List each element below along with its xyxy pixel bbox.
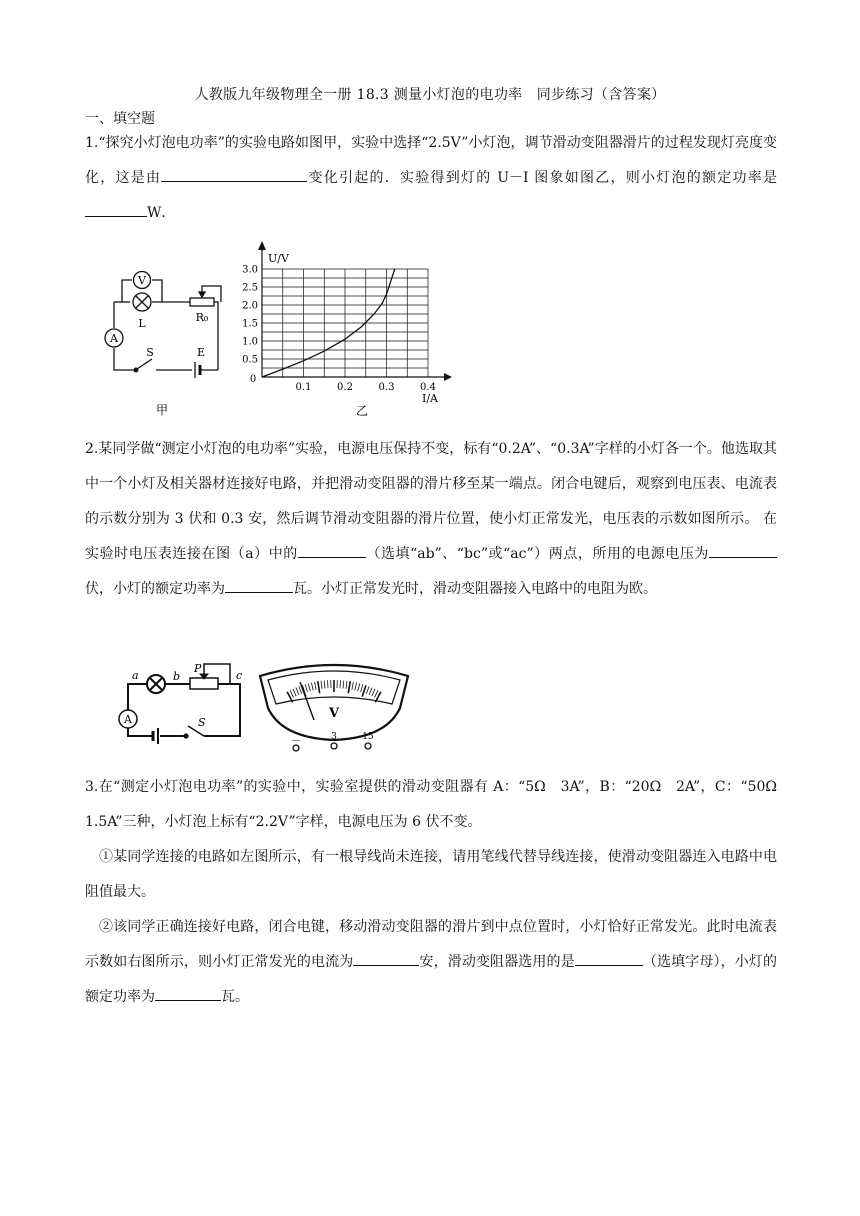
y-tick-label: 2.0	[242, 300, 258, 312]
meter-tick	[328, 680, 329, 688]
q3-item2-text-b: 安，滑动变阻器选用的是	[419, 954, 575, 970]
section-heading: 一、填空题	[85, 111, 155, 127]
x-axis-arrow	[444, 373, 452, 381]
question-3-stem: 3.在“测定小灯泡电功率”的实验中，实验室提供的滑动变阻器有 A：“5Ω 3A”，B：“20Ω 2A”，C：“50Ω 1.5A”三种，小灯泡上标有“2.2V”字样，电源电压为 6 伏不变。	[85, 779, 791, 830]
question-1	[85, 126, 777, 231]
y-axis-arrow	[258, 241, 266, 250]
y-tick-label: 2.5	[242, 282, 258, 294]
q3-blank-2[interactable]	[575, 949, 643, 966]
q3-item2-text-a: ②该同学正确连接好电路，闭合电键，移动滑动变阻器的滑片到中点位置时，小灯恰好正常发光。此时电流表示数如右图所示，则小灯正常发光的电流为	[85, 919, 777, 970]
q1b-caption: 乙	[355, 404, 369, 418]
chart-grid	[262, 269, 428, 377]
meter-label-V: V	[328, 706, 340, 721]
q1a-label-V: V	[138, 274, 146, 287]
x-tick-label: 0.3	[378, 382, 395, 393]
q1-ui-chart	[236, 238, 452, 420]
q1a-label-S: S	[146, 346, 154, 359]
document-title: 人教版九年级物理全一册 18.3 测量小灯泡的电功率 同步练习（含答案）	[194, 87, 666, 103]
q2-blank-1[interactable]	[298, 541, 366, 558]
q1a-caption: 甲	[155, 403, 169, 417]
q3-item2-text-d: 瓦。	[221, 989, 249, 1005]
q2-blank-3[interactable]	[225, 576, 293, 593]
q2-text-e: 欧。	[629, 581, 657, 597]
meter-terminal-3: 3	[331, 732, 337, 742]
x-tick-label: 0.1	[295, 382, 312, 393]
q1a-label-A: A	[110, 332, 118, 345]
q3-blank-1[interactable]	[353, 949, 419, 966]
q1-text-c: W．	[147, 205, 176, 221]
q1-circuit-diagram	[100, 262, 230, 420]
question-2	[85, 432, 777, 607]
q1a-label-E: E	[196, 346, 206, 359]
x-axis-label: I/A	[422, 392, 438, 405]
q2-voltmeter	[256, 660, 412, 752]
q2-text-a: 2.某同学做“测定小灯泡的电功率”实验，电源电压保持不变，标有“0.2A”、“0.3A”字样的小灯各一个。他选取其中一个小灯及相关器材连接好电路，并把滑动变阻器的滑片移至某一端点。闭合电键后，观察到电压表、电流表的示数分别为 3 伏和 0.3 安，然后调节滑动变阻器的滑片位置，使小灯正常发光，电压表的示数如图所示。 在实验时电压表连接在图（a）中的	[85, 441, 777, 562]
q2-text-b: （选填“ab”、“bc”或“ac”）两点，所用的电源电压为	[365, 546, 709, 562]
q2-blank-2[interactable]	[709, 541, 777, 558]
q1-text-a: 1.“探究小灯泡电功率”的实验电路如图甲，实验中选择“2.5V”小灯泡，调节滑动变阻器滑片的过程发现灯亮度变化，这是由	[85, 135, 777, 186]
question-3-item-1: ①某同学连接的电路如左图所示，有一根导线尚未连接，请用笔线代替导线连接，使滑动变阻器连入电路中电阻值最大。	[85, 849, 777, 900]
q1-blank-2[interactable]	[85, 200, 147, 217]
meter-tick	[340, 680, 341, 688]
y-axis-label: U/V	[268, 252, 289, 265]
q2-circuit-diagram	[108, 658, 252, 746]
x-tick-label: 0.4	[420, 382, 436, 393]
q2a-label-a: a	[132, 669, 139, 682]
q1a-label-R0: R₀	[195, 311, 209, 324]
y-tick-label: 3.0	[242, 264, 258, 276]
q2a-label-b: b	[173, 670, 181, 683]
y-tick-label: 1.0	[242, 336, 258, 348]
q1-text-b: 变化引起的．实验得到灯的 U－I 图象如图乙，则小灯泡的额定功率是	[307, 170, 778, 186]
terminal-15-icon	[365, 743, 371, 749]
question-3-item-2	[85, 910, 777, 1015]
q3-item2-text-c: （选填字母），小灯的额定功率为	[85, 954, 778, 1005]
q2a-label-A: A	[124, 713, 132, 726]
q2-text-d: 瓦。小灯正常发光时，滑动变阻器接入电路中的电阻为	[293, 581, 629, 597]
q2-text-c: 伏，小灯的额定功率为	[85, 581, 225, 597]
q1a-label-L: L	[138, 317, 146, 330]
y-tick-label: 1.5	[242, 318, 258, 330]
q3-blank-3[interactable]	[155, 984, 221, 1001]
meter-terminal-minus: －	[290, 734, 302, 747]
q2a-label-P: P	[194, 662, 202, 675]
origin-label: 0	[249, 374, 257, 385]
terminal-3-icon	[331, 743, 337, 749]
q1-blank-1[interactable]	[161, 165, 307, 182]
q2a-label-S: S	[198, 716, 206, 729]
x-tick-label: 0.2	[337, 382, 353, 393]
y-tick-label: 0.5	[242, 354, 258, 366]
meter-terminal-15: 15	[362, 732, 374, 742]
q2a-label-c: c	[236, 669, 243, 682]
